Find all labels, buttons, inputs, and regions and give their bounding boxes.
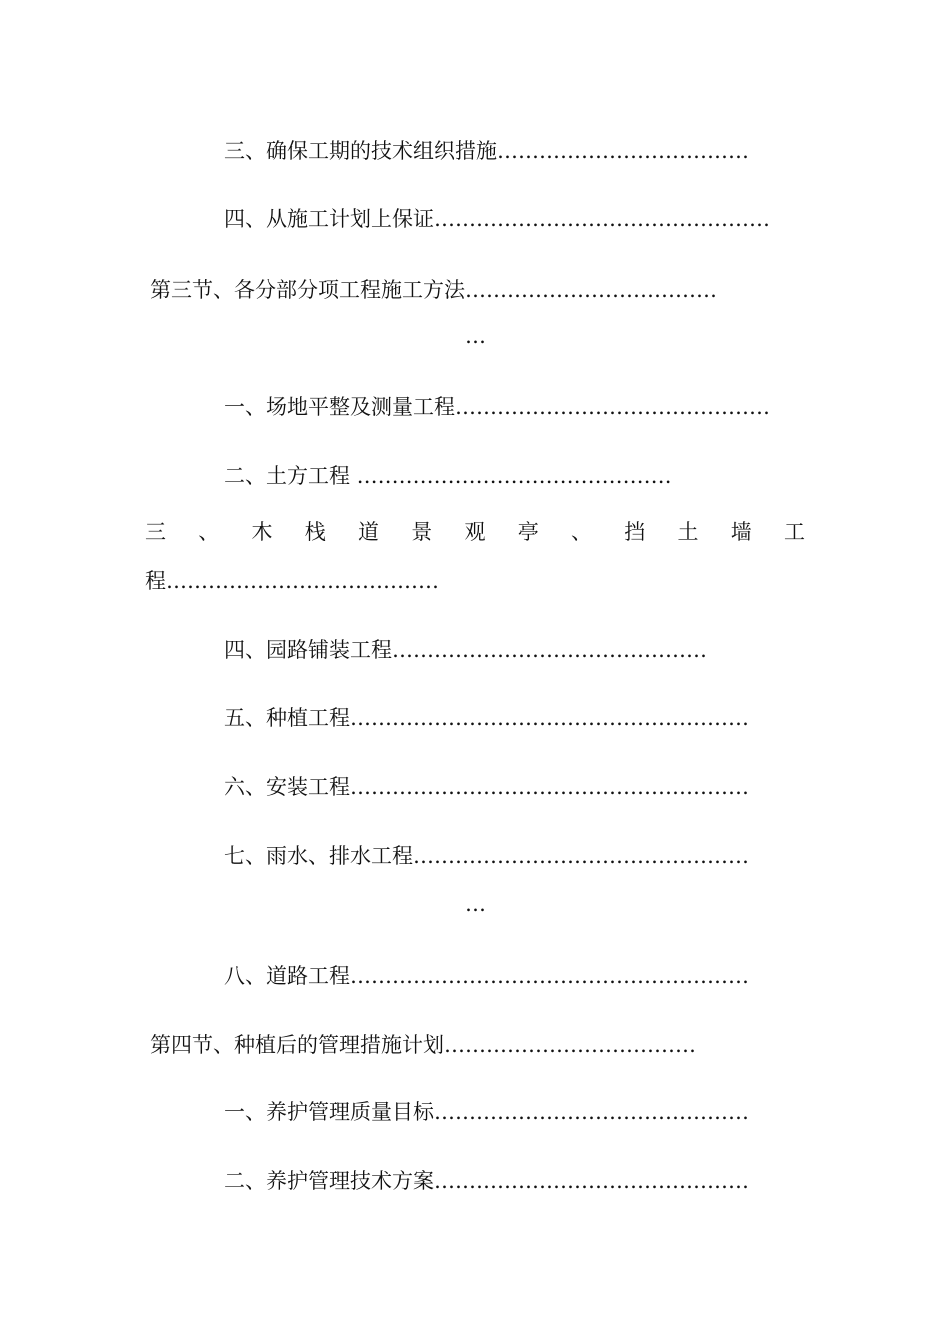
toc-entry-drainage: 七、雨水、排水工程…………………………………………: [224, 844, 749, 868]
toc-entry-paving: 四、园路铺装工程………………………………………: [224, 638, 707, 662]
toc-entry-roads: 八、道路工程…………………………………………………: [224, 964, 749, 988]
toc-entry-construction-plan: 四、从施工计划上保证…………………………………………: [224, 207, 770, 231]
toc-char: 土: [677, 520, 699, 544]
toc-section-three: 第三节、各分部分项工程施工方法………………………………: [150, 278, 717, 302]
toc-entry-planting: 五、种植工程…………………………………………………: [224, 706, 749, 730]
toc-section-three-continuation: …: [465, 324, 486, 348]
toc-entry-maintenance-goals: 一、养护管理质量目标………………………………………: [224, 1100, 749, 1124]
toc-char: 、: [198, 520, 220, 544]
toc-char: 三: [145, 520, 166, 544]
toc-char: 栈: [304, 520, 326, 544]
toc-entry-boardwalk-justified: [145, 518, 805, 546]
toc-char: 观: [464, 520, 486, 544]
toc-entry-boardwalk-continuation: 程…………………………………: [145, 569, 439, 593]
toc-char: 木: [251, 520, 273, 544]
toc-entry-site-leveling: 一、场地平整及测量工程………………………………………: [224, 395, 770, 419]
toc-char: 道: [358, 520, 379, 544]
toc-char: 挡: [624, 520, 646, 544]
toc-char: 亭: [517, 520, 539, 544]
toc-entry-installation: 六、安装工程…………………………………………………: [224, 775, 749, 799]
toc-char: 工: [784, 520, 805, 544]
toc-entry-maintenance-plan: 二、养护管理技术方案………………………………………: [224, 1169, 749, 1193]
toc-char: 景: [411, 520, 433, 544]
toc-char: 墙: [730, 520, 752, 544]
toc-entry-drainage-continuation: …: [465, 892, 486, 916]
toc-entry-earthwork: 二、土方工程 ………………………………………: [224, 464, 672, 488]
toc-section-four: 第四节、种植后的管理措施计划………………………………: [150, 1033, 696, 1057]
toc-entry-schedule-measures: 三、确保工期的技术组织措施………………………………: [224, 139, 749, 163]
toc-char: 、: [571, 520, 592, 544]
